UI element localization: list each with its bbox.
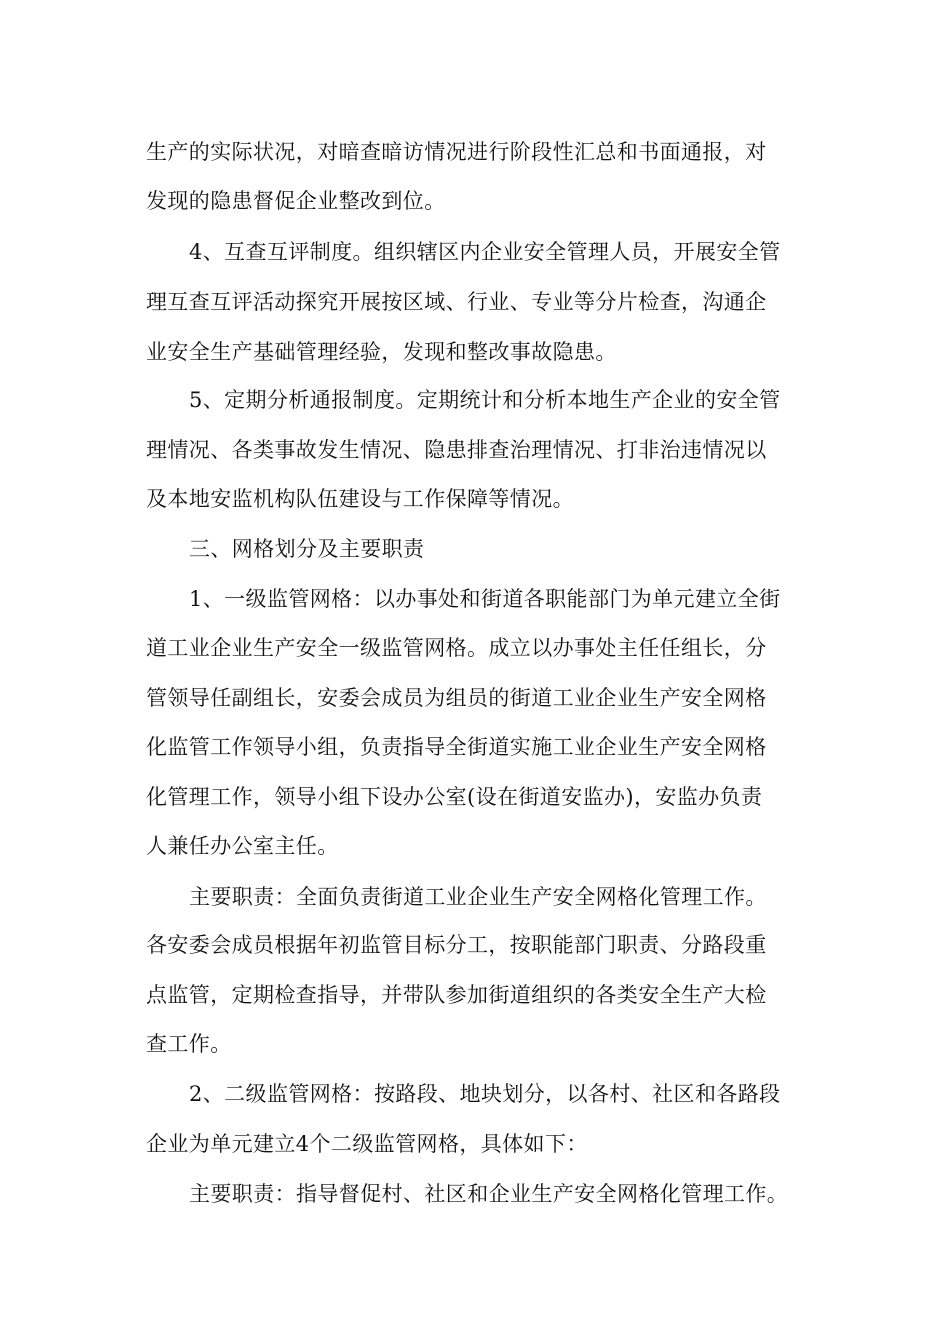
text-line: 化监管工作领导小组，负责指导全街道实施工业企业生产安全网格 xyxy=(146,735,767,759)
text-line: 理互查互评活动探究开展按区域、行业、专业等分片检查，沟通企 xyxy=(146,290,767,314)
text-line: 各安委会成员根据年初监管目标分工，按职能部门职责、分路段重 xyxy=(146,933,767,957)
text-line: 点监管，定期检查指导，并带队参加街道组织的各类安全生产大检 xyxy=(146,983,767,1007)
text-line: 生产的实际状况，对暗查暗访情况进行阶段性汇总和书面通报，对 xyxy=(146,140,767,164)
section-heading: 三、网格划分及主要职责 xyxy=(189,537,425,561)
text-line: 2、二级监管网格：按路段、地块划分，以各村、社区和各路段 xyxy=(189,1082,781,1106)
text-line: 理情况、各类事故发生情况、隐患排查治理情况、打非治违情况以 xyxy=(146,438,767,462)
text-line: 4、互查互评制度。组织辖区内企业安全管理人员，开展安全管 xyxy=(189,240,781,264)
text-line: 人兼任办公室主任。 xyxy=(146,834,339,858)
text-line: 发现的隐患督促企业整改到位。 xyxy=(146,189,446,213)
text-line: 企业为单元建立4个二级监管网格，具体如下： xyxy=(146,1132,588,1156)
text-line: 1、一级监管网格：以办事处和街道各职能部门为单元建立全街 xyxy=(189,587,781,611)
text-line: 5、定期分析通报制度。定期统计和分析本地生产企业的安全管 xyxy=(189,388,781,412)
text-line: 道工业企业生产安全一级监管网格。成立以办事处主任任组长，分 xyxy=(146,636,767,660)
text-line: 业安全生产基础管理经验，发现和整改事故隐患。 xyxy=(146,340,617,364)
text-line: 查工作。 xyxy=(146,1032,232,1056)
text-line: 主要职责：指导督促村、社区和企业生产安全网格化管理工作。 xyxy=(189,1182,789,1206)
text-line: 主要职责：全面负责街道工业企业生产安全网格化管理工作。 xyxy=(189,885,767,909)
text-line: 及本地安监机构队伍建设与工作保障等情况。 xyxy=(146,487,574,511)
text-line: 管领导任副组长，安委会成员为组员的街道工业企业生产安全网格 xyxy=(146,686,767,710)
text-line: 化管理工作，领导小组下设办公室(设在街道安监办)，安监办负责 xyxy=(146,785,763,809)
